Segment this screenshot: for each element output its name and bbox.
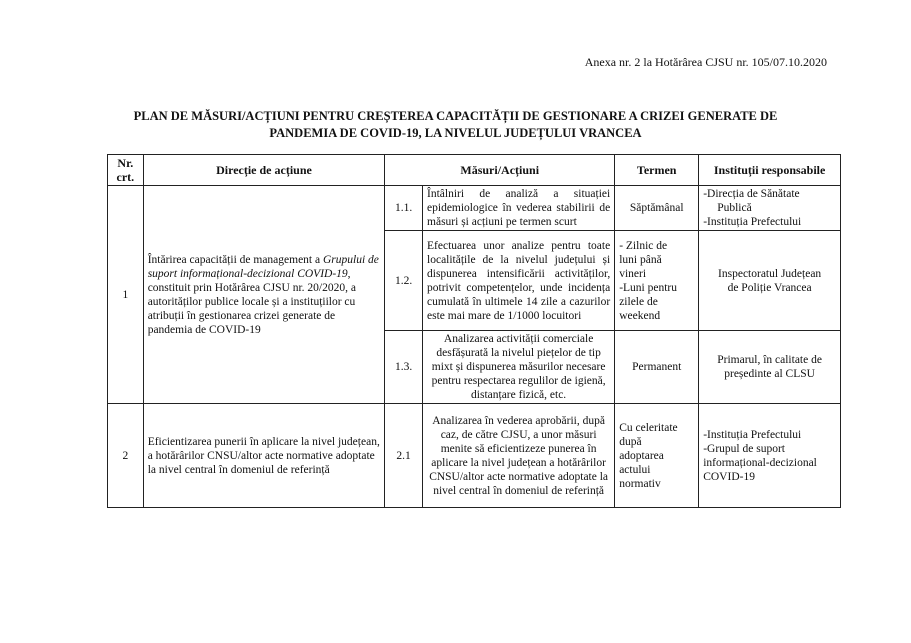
item-1-1-inst-line: -Instituția Prefectului bbox=[703, 216, 802, 228]
item-1-2-termen-line: vineri bbox=[619, 267, 647, 280]
row1-nr: 1 bbox=[108, 186, 144, 404]
table-row bbox=[108, 404, 841, 508]
item-2-1-termen bbox=[615, 404, 699, 508]
item-1-1-institutii bbox=[699, 186, 841, 231]
row1-directie bbox=[143, 186, 385, 404]
item-1-2-number: 1.2. bbox=[385, 231, 423, 331]
item-2-1-termen-line: actului bbox=[619, 463, 651, 476]
item-1-2-inst-line: Inspectoratul Județean bbox=[718, 267, 822, 280]
item-1-3-number: 1.3. bbox=[385, 331, 423, 404]
item-1-2-termen bbox=[615, 231, 699, 331]
title-line-1: PLAN DE MĂSURI/ACȚIUNI PENTRU CREȘTEREA CAPACITĂȚII DE GESTIONARE A CRIZEI GENERATE DE bbox=[133, 109, 778, 123]
item-2-1-masura: Analizarea în vederea aprobării, după caz, de către CJSU, a unor măsuri menite să eficientizeze punerea în aplicare la nivel județean a hotărârilor CNSU/altor acte normative adoptate la nivel central în domeniul de referință bbox=[423, 404, 615, 508]
item-2-1-number: 2.1 bbox=[385, 404, 423, 508]
row2-nr: 2 bbox=[108, 404, 144, 508]
item-2-1-inst-line: informațional-decizional bbox=[703, 456, 817, 469]
item-1-2-termen-line: - Zilnic de bbox=[619, 239, 668, 252]
item-1-1-number: 1.1. bbox=[385, 186, 423, 231]
item-1-3-inst-line: Primarul, în calitate de bbox=[717, 354, 822, 366]
item-1-2-inst-line: de Poliție Vrancea bbox=[727, 281, 812, 294]
item-1-3-institutii bbox=[699, 331, 841, 404]
header-directie: Direcție de acțiune bbox=[143, 155, 385, 186]
item-1-1-termen: Săptămânal bbox=[615, 186, 699, 231]
item-1-2-termen-line: zilele de bbox=[619, 295, 658, 308]
measures-table bbox=[107, 154, 841, 508]
title-line-2: PANDEMIA DE COVID-19, LA NIVELUL JUDEȚULUI VRANCEA bbox=[269, 126, 642, 140]
header-nr-line1: Nr. bbox=[117, 156, 134, 170]
item-1-2-termen-line: luni până bbox=[619, 253, 662, 266]
item-2-1-inst-line: COVID-19 bbox=[703, 470, 755, 483]
row2-directie: Eficientizarea punerii în aplicare la nivel județean, a hotărârilor CNSU/altor acte normative adoptate la nivel central în domeniul de referință bbox=[143, 404, 385, 508]
item-1-2-institutii bbox=[699, 231, 841, 331]
header-nr bbox=[108, 155, 144, 186]
item-1-1-inst-line: -Direcția de Sănătate bbox=[703, 188, 800, 200]
item-2-1-inst-line: -Instituția Prefectului bbox=[703, 428, 802, 441]
item-1-2-masura: Efectuarea unor analize pentru toate localitățile de la nivelul județului și dispunerea intensificării activităților, potrivit competențelor, unde incidența cumulată în ultimele 14 zile a cazurilor este mai mare de 1/1000 locuitori bbox=[423, 231, 615, 331]
item-1-2-termen-line: weekend bbox=[619, 309, 661, 322]
item-1-3-inst-line: președinte al CLSU bbox=[724, 368, 815, 380]
item-1-1-masura: Întâlniri de analiză a situației epidemiologice în vederea stabilirii de măsuri și acțiuni pe termen scurt bbox=[423, 186, 615, 231]
table-header-row bbox=[108, 155, 841, 186]
row1-directie-italic: Grupului de suport informațional-decizional COVID-19 bbox=[147, 253, 379, 280]
item-2-1-inst-line: -Grupul de suport bbox=[703, 442, 785, 455]
table-row bbox=[108, 186, 841, 231]
header-termen: Termen bbox=[615, 155, 699, 186]
item-2-1-institutii bbox=[699, 404, 841, 508]
row1-directie-part2: , constituit prin Hotărârea CJSU nr. 20/2020, a autorităților publice locale și a instituțiilor cu atribuții în gestionarea crizei generate de pandemia de COVID-19 bbox=[147, 267, 356, 336]
item-2-1-termen-line: după bbox=[619, 435, 642, 448]
header-masuri: Măsuri/Acțiuni bbox=[385, 155, 615, 186]
annex-reference: Anexa nr. 2 la Hotărârea CJSU nr. 105/07.10.2020 bbox=[584, 55, 827, 69]
item-2-1-termen-line: adoptarea bbox=[619, 449, 664, 462]
document-title bbox=[100, 108, 811, 142]
item-1-3-termen: Permanent bbox=[615, 331, 699, 404]
header-institutii: Instituții responsabile bbox=[699, 155, 841, 186]
row1-directie-part1: Întărirea capacității de management a bbox=[147, 253, 321, 266]
item-1-3-masura: Analizarea activității comerciale desfășurată la nivelul piețelor de tip mixt și dispunerea măsurilor necesare pentru respectarea regulilor de igienă, distanțare fizică, etc. bbox=[423, 331, 615, 404]
item-2-1-termen-line: normativ bbox=[619, 477, 661, 490]
header-nr-line2: crt. bbox=[116, 170, 135, 184]
item-1-2-termen-line: -Luni pentru bbox=[619, 281, 678, 294]
item-2-1-termen-line: Cu celeritate bbox=[619, 421, 678, 434]
item-1-1-inst-line: Publică bbox=[717, 202, 752, 214]
